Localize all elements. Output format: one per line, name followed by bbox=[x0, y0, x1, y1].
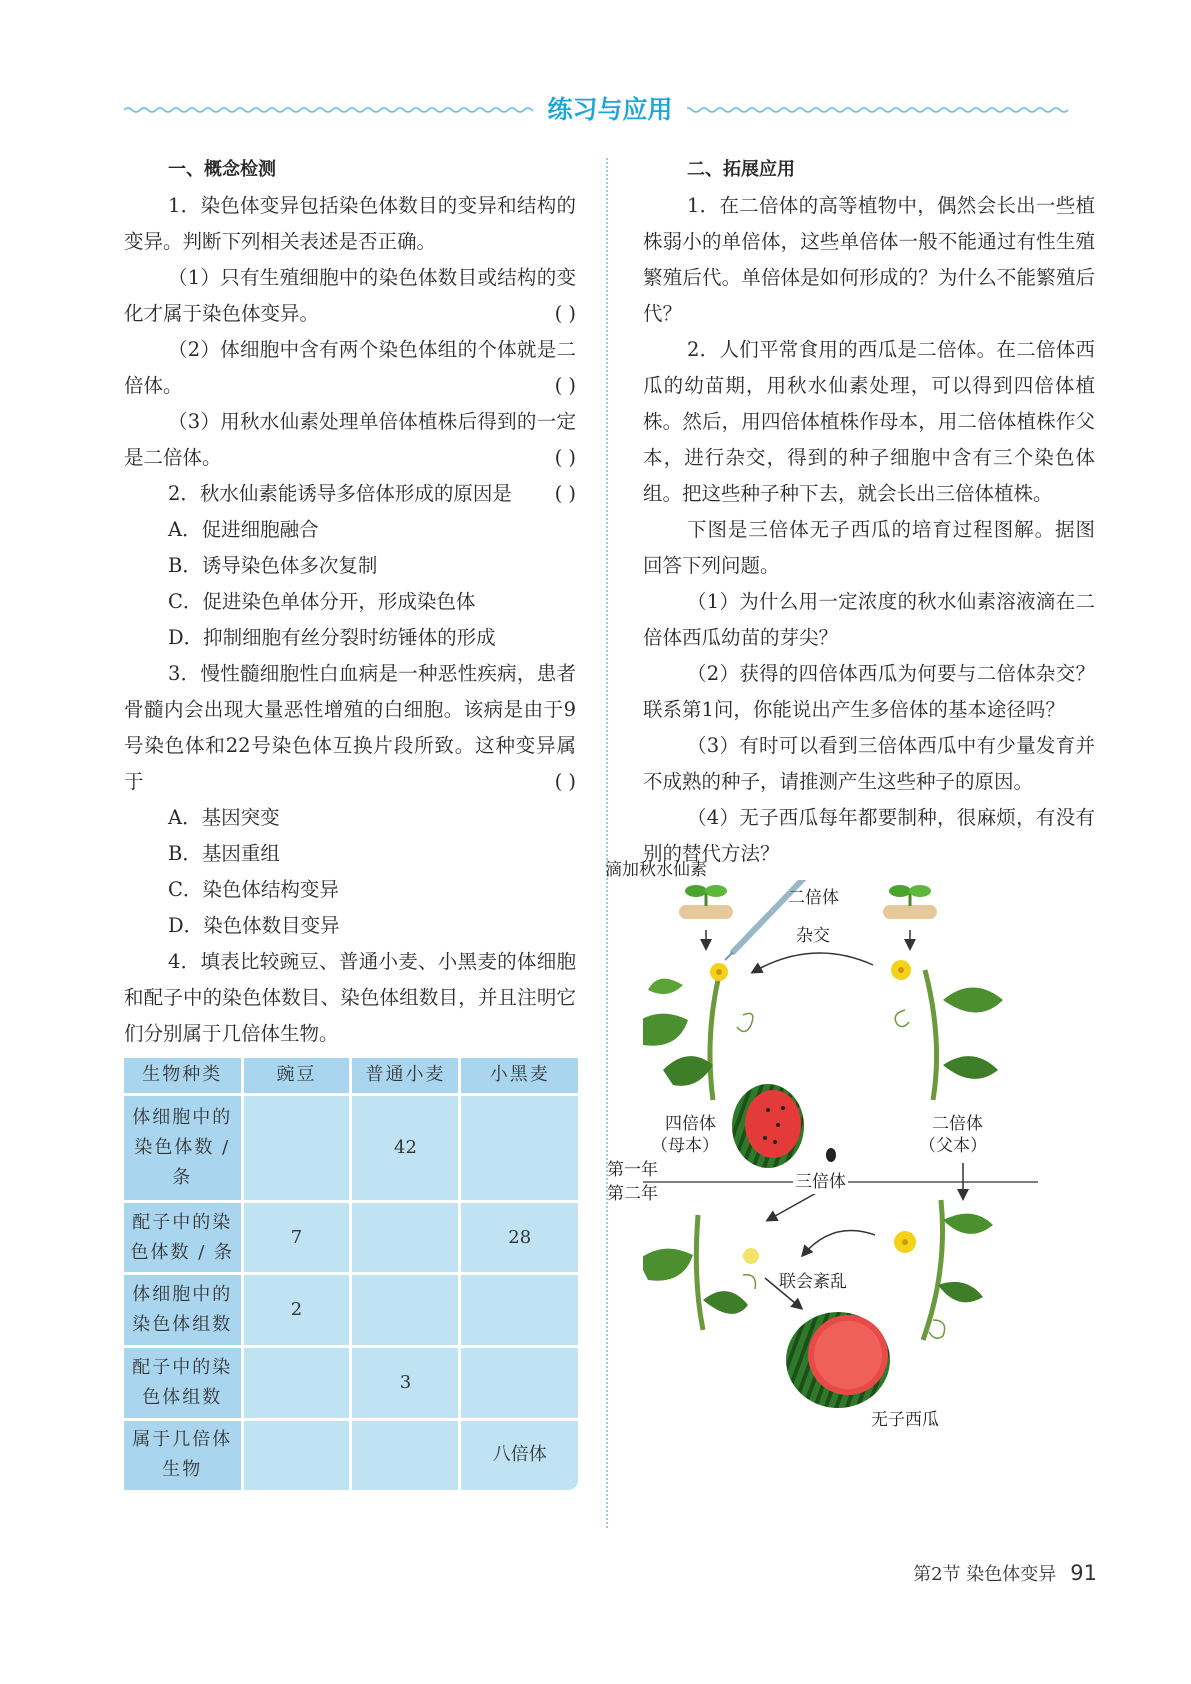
table-cell bbox=[460, 1094, 578, 1201]
row-label: 体细胞中的染色体数 / 条 bbox=[124, 1094, 242, 1201]
q2-option-b: B．诱导染色体多次复制 bbox=[168, 554, 378, 577]
diploid-right-label: 二倍体 bbox=[932, 1114, 983, 1134]
father-label: （父本） bbox=[919, 1136, 987, 1156]
table-cell: 42 bbox=[351, 1094, 460, 1201]
tetraploid-plant-icon bbox=[643, 963, 753, 1100]
q3-option-d: D．染色体数目变异 bbox=[168, 914, 340, 937]
q4-stem: 4．填表比较豌豆、普通小麦、小黑麦的体细胞和配子中的染色体数目、染色体组数目，并且注明它们分别属于几倍体生物。 bbox=[124, 950, 576, 1045]
q2-option-c: C．促进染色单体分开，形成染色体 bbox=[168, 590, 476, 613]
table-cell: 八倍体 bbox=[460, 1419, 578, 1490]
section-header bbox=[124, 88, 1096, 132]
q1-item-1: （1）只有生殖细胞中的染色体数目或结构的变化才属于染色体变异。 ( ) bbox=[124, 260, 576, 332]
diagram-illustration bbox=[643, 880, 1093, 1540]
q1-stem: 1．染色体变异包括染色体数目的变异和结构的变异。判断下列相关表述是否正确。 bbox=[124, 194, 576, 253]
table-row bbox=[124, 1274, 578, 1347]
ext-sub-2: （2）获得的四倍体西瓜为何要与二倍体杂交？联系第1问，你能说出产生多倍体的基本途径吗？ bbox=[643, 662, 1095, 721]
diploid-plant-year2-icon bbox=[894, 1200, 993, 1340]
table-row bbox=[124, 1201, 578, 1274]
answer-paren: ( ) bbox=[554, 482, 576, 505]
table-header-cell: 豌豆 bbox=[242, 1058, 351, 1094]
diploid-top-label: 二倍体 bbox=[788, 888, 839, 908]
row-label: 体细胞中的染色体组数 bbox=[124, 1274, 242, 1347]
answer-paren: ( ) bbox=[554, 374, 576, 397]
cross-label: 杂交 bbox=[796, 926, 830, 946]
watermelon-slice-icon bbox=[732, 1084, 804, 1168]
table-header-cell: 生物种类 bbox=[124, 1058, 242, 1094]
seedless-watermelon-label: 无子西瓜 bbox=[871, 1410, 939, 1430]
row-label: 属于几倍体生物 bbox=[124, 1419, 242, 1490]
answer-paren: ( ) bbox=[554, 302, 576, 325]
table-header-cell: 普通小麦 bbox=[351, 1058, 460, 1094]
table-cell: 2 bbox=[242, 1274, 351, 1347]
drip-colchicine-label: 滴加秋水仙素 bbox=[605, 860, 707, 880]
q1-item-3: （3）用秋水仙素处理单倍体植株后得到的一定是二倍体。 ( ) bbox=[124, 404, 576, 476]
row-label: 配子中的染色体数 / 条 bbox=[124, 1201, 242, 1274]
section-name: 第2节 染色体变异 bbox=[913, 1564, 1057, 1585]
q1-item-2: （2）体细胞中含有两个染色体组的个体就是二倍体。 ( ) bbox=[124, 332, 576, 404]
answer-paren: ( ) bbox=[554, 770, 576, 793]
table-cell: 7 bbox=[242, 1201, 351, 1274]
table-cell bbox=[242, 1347, 351, 1420]
seedless-watermelon-diagram bbox=[605, 860, 1093, 1540]
table-row bbox=[124, 1094, 578, 1201]
seed-icon bbox=[826, 1148, 836, 1162]
q3-option-b: B．基因重组 bbox=[168, 842, 280, 865]
table-header-cell: 小黑麦 bbox=[460, 1058, 578, 1094]
page-number: 91 bbox=[1070, 1561, 1097, 1585]
ext-sub-1: （1）为什么用一定浓度的秋水仙素溶液滴在二倍体西瓜幼苗的芽尖？ bbox=[643, 590, 1095, 649]
row-label: 配子中的染色体组数 bbox=[124, 1347, 242, 1420]
q3-option-a: A．基因突变 bbox=[168, 806, 280, 829]
table-cell: 3 bbox=[351, 1347, 460, 1420]
seedling-left-icon bbox=[679, 885, 733, 919]
ext-q1: 1．在二倍体的高等植物中，偶然会长出一些植株弱小的单倍体，这些单倍体一般不能通过有性生殖繁殖后代。单倍体是如何形成的？为什么不能繁殖后代？ bbox=[643, 194, 1095, 325]
table-row bbox=[124, 1419, 578, 1490]
column-divider bbox=[606, 158, 608, 1528]
q2-option-a: A．促进细胞融合 bbox=[168, 518, 319, 541]
triploid-plant-icon bbox=[643, 1215, 759, 1330]
mother-label: （母本） bbox=[651, 1136, 719, 1156]
table-cell bbox=[351, 1419, 460, 1490]
synapsis-disorder-label: 联会紊乱 bbox=[779, 1272, 847, 1292]
ext-sub-3: （3）有时可以看到三倍体西瓜中有少量发育并不成熟的种子，请推测产生这些种子的原因。 bbox=[643, 734, 1095, 793]
concept-check-heading: 一、概念检测 bbox=[168, 159, 276, 180]
table-row bbox=[124, 1347, 578, 1420]
answer-paren: ( ) bbox=[554, 446, 576, 469]
triploid-label: 三倍体 bbox=[795, 1172, 846, 1192]
q2-option-d: D．抑制细胞有丝分裂时纺锤体的形成 bbox=[168, 626, 496, 649]
table-header-row bbox=[124, 1058, 578, 1094]
table-cell bbox=[242, 1419, 351, 1490]
extension-heading: 二、拓展应用 bbox=[687, 159, 795, 180]
table-cell bbox=[351, 1201, 460, 1274]
page-section-title: 练习与应用 bbox=[533, 95, 686, 124]
year2-label: 第二年 bbox=[607, 1184, 658, 1204]
year1-label: 第一年 bbox=[607, 1160, 658, 1180]
q3-option-c: C．染色体结构变异 bbox=[168, 878, 339, 901]
table-cell: 28 bbox=[460, 1201, 578, 1274]
q3-stem: 3．慢性髓细胞性白血病是一种恶性疾病，患者骨髓内会出现大量恶性增殖的白细胞。该病是由于9号染色体和22号染色体互换片段所致。这种变异属于 ( ) bbox=[124, 656, 576, 800]
table-cell bbox=[242, 1094, 351, 1201]
comparison-table bbox=[124, 1058, 578, 1490]
table-cell bbox=[351, 1274, 460, 1347]
diploid-plant-icon bbox=[891, 960, 1003, 1100]
ext-q2: 2．人们平常食用的西瓜是二倍体。在二倍体西瓜的幼苗期，用秋水仙素处理，可以得到四倍体植株。然后，用四倍体植株作母本，用二倍体植株作父本，进行杂交，得到的种子细胞中含有三个染色体组。把这些种子种下去，就会长出三倍体植株。 bbox=[643, 338, 1095, 505]
right-column bbox=[643, 152, 1095, 872]
page-footer bbox=[913, 1560, 1097, 1586]
tetraploid-label: 四倍体 bbox=[665, 1114, 716, 1134]
ext-sub-4: （4）无子西瓜每年都要制种，很麻烦，有没有别的替代方法？ bbox=[643, 806, 1095, 865]
q2-stem: 2．秋水仙素能诱导多倍体形成的原因是 ( ) bbox=[124, 476, 576, 512]
seedling-right-icon bbox=[883, 885, 937, 919]
ext-intro: 下图是三倍体无子西瓜的培育过程图解。据图回答下列问题。 bbox=[643, 518, 1095, 577]
table-cell bbox=[460, 1347, 578, 1420]
left-column bbox=[124, 152, 576, 1052]
seedless-watermelon-icon bbox=[786, 1312, 890, 1408]
table-cell bbox=[460, 1274, 578, 1347]
